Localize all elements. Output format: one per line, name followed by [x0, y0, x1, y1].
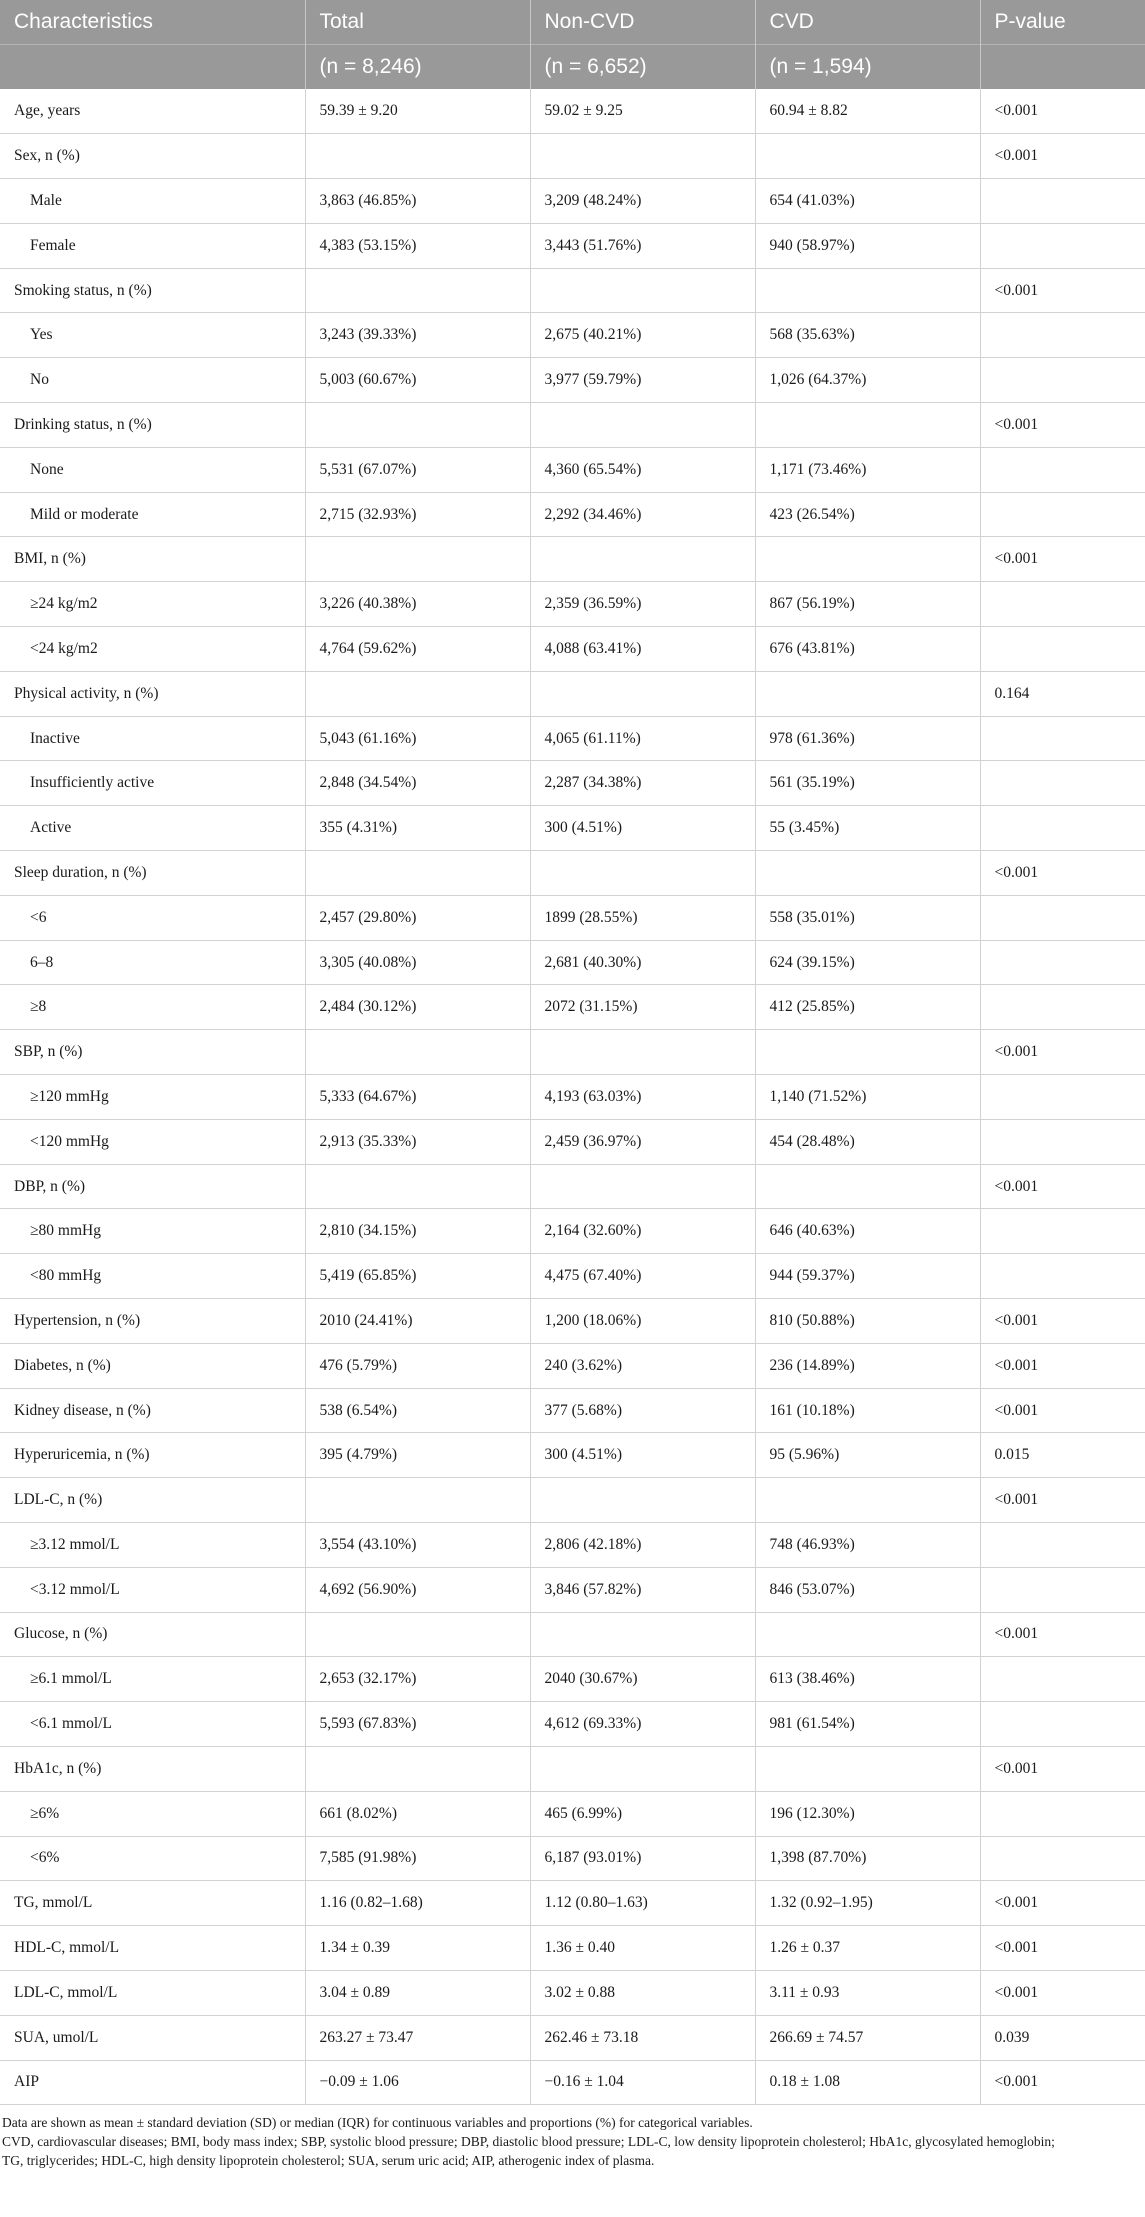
- cell-characteristic: <6.1 mmol/L: [0, 1702, 305, 1747]
- table-row: [0, 940, 1145, 985]
- cell-non-cvd: 4,475 (67.40%): [530, 1254, 755, 1299]
- cell-non-cvd: 6,187 (93.01%): [530, 1836, 755, 1881]
- table-row: [0, 1746, 1145, 1791]
- cell-total: [305, 1030, 530, 1075]
- cell-non-cvd: 240 (3.62%): [530, 1343, 755, 1388]
- header-blank: [0, 45, 305, 90]
- cell-total: [305, 851, 530, 896]
- cell-characteristic: ≥6.1 mmol/L: [0, 1657, 305, 1702]
- table-row: [0, 627, 1145, 672]
- cell-cvd: 0.18 ± 1.08: [755, 2060, 980, 2105]
- cell-characteristic: Female: [0, 223, 305, 268]
- cell-cvd: 196 (12.30%): [755, 1791, 980, 1836]
- header-non-cvd-n: (n = 6,652): [530, 45, 755, 90]
- cell-characteristic: Age, years: [0, 89, 305, 134]
- cell-cvd: [755, 403, 980, 448]
- cell-p-value: <0.001: [980, 1746, 1145, 1791]
- cell-p-value: [980, 492, 1145, 537]
- cell-p-value: <0.001: [980, 134, 1145, 179]
- header-cvd: CVD: [755, 0, 980, 45]
- table-header: [0, 0, 1145, 89]
- cell-cvd: 981 (61.54%): [755, 1702, 980, 1747]
- cell-total: [305, 1164, 530, 1209]
- cell-total: 2,484 (30.12%): [305, 985, 530, 1030]
- table-row: [0, 1209, 1145, 1254]
- table-row: [0, 134, 1145, 179]
- cell-characteristic: <80 mmHg: [0, 1254, 305, 1299]
- cell-characteristic: ≥6%: [0, 1791, 305, 1836]
- cell-characteristic: Mild or moderate: [0, 492, 305, 537]
- header-row-counts: [0, 45, 1145, 90]
- cell-cvd: 1,140 (71.52%): [755, 1075, 980, 1120]
- cell-characteristic: No: [0, 358, 305, 403]
- cell-p-value: [980, 1209, 1145, 1254]
- cell-p-value: <0.001: [980, 1343, 1145, 1388]
- cell-non-cvd: 300 (4.51%): [530, 1433, 755, 1478]
- cell-total: 59.39 ± 9.20: [305, 89, 530, 134]
- cell-characteristic: Insufficiently active: [0, 761, 305, 806]
- cell-total: [305, 268, 530, 313]
- cell-p-value: <0.001: [980, 1030, 1145, 1075]
- cell-p-value: [980, 582, 1145, 627]
- cell-cvd: [755, 1612, 980, 1657]
- cell-total: [305, 537, 530, 582]
- table-row: [0, 985, 1145, 1030]
- cell-p-value: <0.001: [980, 1164, 1145, 1209]
- cell-total: 3,305 (40.08%): [305, 940, 530, 985]
- cell-p-value: [980, 1523, 1145, 1568]
- cell-non-cvd: 1,200 (18.06%): [530, 1299, 755, 1344]
- cell-characteristic: SUA, umol/L: [0, 2015, 305, 2060]
- cell-characteristic: Active: [0, 806, 305, 851]
- cell-non-cvd: 2,675 (40.21%): [530, 313, 755, 358]
- table-row: [0, 447, 1145, 492]
- cell-total: 355 (4.31%): [305, 806, 530, 851]
- cell-characteristic: None: [0, 447, 305, 492]
- cell-non-cvd: 2040 (30.67%): [530, 1657, 755, 1702]
- cell-p-value: [980, 179, 1145, 224]
- table-row: [0, 223, 1145, 268]
- cell-cvd: 748 (46.93%): [755, 1523, 980, 1568]
- cell-total: 5,531 (67.07%): [305, 447, 530, 492]
- table-row: [0, 1299, 1145, 1344]
- cell-characteristic: ≥3.12 mmol/L: [0, 1523, 305, 1568]
- cell-p-value: <0.001: [980, 1299, 1145, 1344]
- cell-characteristic: <3.12 mmol/L: [0, 1567, 305, 1612]
- cell-p-value: [980, 985, 1145, 1030]
- cell-p-value: [980, 358, 1145, 403]
- cell-non-cvd: [530, 537, 755, 582]
- cell-cvd: 236 (14.89%): [755, 1343, 980, 1388]
- table-row: [0, 1970, 1145, 2015]
- cell-total: 661 (8.02%): [305, 1791, 530, 1836]
- cell-non-cvd: 2,459 (36.97%): [530, 1119, 755, 1164]
- cell-total: 3.04 ± 0.89: [305, 1970, 530, 2015]
- cell-cvd: 412 (25.85%): [755, 985, 980, 1030]
- cell-cvd: 1.32 (0.92–1.95): [755, 1881, 980, 1926]
- cell-cvd: 1,171 (73.46%): [755, 447, 980, 492]
- cell-cvd: [755, 537, 980, 582]
- cell-characteristic: ≥8: [0, 985, 305, 1030]
- cell-p-value: [980, 447, 1145, 492]
- cell-total: 3,863 (46.85%): [305, 179, 530, 224]
- cell-characteristic: TG, mmol/L: [0, 1881, 305, 1926]
- cell-cvd: 266.69 ± 74.57: [755, 2015, 980, 2060]
- table-row: [0, 716, 1145, 761]
- cell-cvd: 867 (56.19%): [755, 582, 980, 627]
- cell-characteristic: Diabetes, n (%): [0, 1343, 305, 1388]
- table-row: [0, 761, 1145, 806]
- cell-total: [305, 134, 530, 179]
- header-p-value: P-value: [980, 0, 1145, 45]
- table-row: [0, 179, 1145, 224]
- cell-characteristic: Inactive: [0, 716, 305, 761]
- cell-characteristic: Hypertension, n (%): [0, 1299, 305, 1344]
- cell-total: 2,653 (32.17%): [305, 1657, 530, 1702]
- cell-cvd: [755, 134, 980, 179]
- table-row: [0, 1478, 1145, 1523]
- footnote-line: CVD, cardiovascular diseases; BMI, body mass index; SBP, systolic blood pressure; DBP, diastolic blood pressure; LDL-C, low density lipoprotein cholesterol; HbA1c, glycosylated hemoglobin;: [2, 2134, 1055, 2150]
- cell-non-cvd: [530, 134, 755, 179]
- cell-p-value: <0.001: [980, 1478, 1145, 1523]
- cell-cvd: 3.11 ± 0.93: [755, 1970, 980, 2015]
- cell-characteristic: Physical activity, n (%): [0, 671, 305, 716]
- table-row: [0, 1254, 1145, 1299]
- cell-total: 4,764 (59.62%): [305, 627, 530, 672]
- cell-total: 2,457 (29.80%): [305, 895, 530, 940]
- cell-cvd: 1,026 (64.37%): [755, 358, 980, 403]
- cell-non-cvd: [530, 1030, 755, 1075]
- cell-cvd: 978 (61.36%): [755, 716, 980, 761]
- cell-non-cvd: 377 (5.68%): [530, 1388, 755, 1433]
- cell-p-value: <0.001: [980, 89, 1145, 134]
- cell-cvd: 55 (3.45%): [755, 806, 980, 851]
- header-characteristics: Characteristics: [0, 0, 305, 45]
- cell-non-cvd: 2,292 (34.46%): [530, 492, 755, 537]
- table-row: [0, 1567, 1145, 1612]
- header-total-n: (n = 8,246): [305, 45, 530, 90]
- cell-p-value: <0.001: [980, 268, 1145, 313]
- cell-total: 395 (4.79%): [305, 1433, 530, 1478]
- cell-cvd: 568 (35.63%): [755, 313, 980, 358]
- table-row: [0, 1791, 1145, 1836]
- cell-p-value: [980, 1791, 1145, 1836]
- header-non-cvd: Non-CVD: [530, 0, 755, 45]
- cell-non-cvd: 2,806 (42.18%): [530, 1523, 755, 1568]
- cell-cvd: [755, 1478, 980, 1523]
- cell-total: 538 (6.54%): [305, 1388, 530, 1433]
- cell-p-value: [980, 1075, 1145, 1120]
- cell-p-value: [980, 940, 1145, 985]
- cell-total: 1.16 (0.82–1.68): [305, 1881, 530, 1926]
- cell-non-cvd: [530, 403, 755, 448]
- cell-cvd: 646 (40.63%): [755, 1209, 980, 1254]
- cell-p-value: 0.015: [980, 1433, 1145, 1478]
- cell-non-cvd: [530, 1746, 755, 1791]
- cell-total: 3,226 (40.38%): [305, 582, 530, 627]
- cell-p-value: [980, 1836, 1145, 1881]
- footnote-line: Data are shown as mean ± standard deviation (SD) or median (IQR) for continuous variables and proportions (%) for categorical variables.: [2, 2115, 753, 2131]
- cell-characteristic: HDL-C, mmol/L: [0, 1926, 305, 1971]
- cell-p-value: [980, 895, 1145, 940]
- cell-p-value: <0.001: [980, 1970, 1145, 2015]
- cell-p-value: [980, 716, 1145, 761]
- cell-total: 5,419 (65.85%): [305, 1254, 530, 1299]
- cell-non-cvd: 1899 (28.55%): [530, 895, 755, 940]
- cell-p-value: [980, 627, 1145, 672]
- cell-characteristic: Smoking status, n (%): [0, 268, 305, 313]
- cell-characteristic: AIP: [0, 2060, 305, 2105]
- cell-non-cvd: 1.12 (0.80–1.63): [530, 1881, 755, 1926]
- cell-p-value: [980, 1119, 1145, 1164]
- cell-cvd: 846 (53.07%): [755, 1567, 980, 1612]
- table-row: [0, 1836, 1145, 1881]
- table-row: [0, 851, 1145, 896]
- table-row: [0, 1075, 1145, 1120]
- cell-total: [305, 1746, 530, 1791]
- cell-non-cvd: 2072 (31.15%): [530, 985, 755, 1030]
- cell-non-cvd: 262.46 ± 73.18: [530, 2015, 755, 2060]
- cell-p-value: <0.001: [980, 403, 1145, 448]
- cell-characteristic: ≥80 mmHg: [0, 1209, 305, 1254]
- cell-total: 4,692 (56.90%): [305, 1567, 530, 1612]
- table-row: [0, 1657, 1145, 1702]
- table-row: [0, 1612, 1145, 1657]
- cell-cvd: 558 (35.01%): [755, 895, 980, 940]
- cell-p-value: <0.001: [980, 851, 1145, 896]
- cell-p-value: <0.001: [980, 2060, 1145, 2105]
- cell-total: 263.27 ± 73.47: [305, 2015, 530, 2060]
- cell-p-value: <0.001: [980, 1388, 1145, 1433]
- cell-characteristic: Male: [0, 179, 305, 224]
- cell-non-cvd: 59.02 ± 9.25: [530, 89, 755, 134]
- cell-cvd: 161 (10.18%): [755, 1388, 980, 1433]
- cell-characteristic: Glucose, n (%): [0, 1612, 305, 1657]
- cell-non-cvd: [530, 851, 755, 896]
- cell-characteristic: HbA1c, n (%): [0, 1746, 305, 1791]
- cell-non-cvd: 4,088 (63.41%): [530, 627, 755, 672]
- cell-cvd: 944 (59.37%): [755, 1254, 980, 1299]
- cell-cvd: [755, 268, 980, 313]
- cell-characteristic: DBP, n (%): [0, 1164, 305, 1209]
- cell-characteristic: <120 mmHg: [0, 1119, 305, 1164]
- cell-characteristic: <24 kg/m2: [0, 627, 305, 672]
- cell-non-cvd: 3,977 (59.79%): [530, 358, 755, 403]
- table-row: [0, 2060, 1145, 2105]
- table-row: [0, 268, 1145, 313]
- cell-non-cvd: 465 (6.99%): [530, 1791, 755, 1836]
- cell-characteristic: LDL-C, n (%): [0, 1478, 305, 1523]
- cell-total: 3,243 (39.33%): [305, 313, 530, 358]
- cell-non-cvd: 3,846 (57.82%): [530, 1567, 755, 1612]
- cell-cvd: 613 (38.46%): [755, 1657, 980, 1702]
- cell-non-cvd: 2,287 (34.38%): [530, 761, 755, 806]
- table-row: [0, 492, 1145, 537]
- cell-cvd: 561 (35.19%): [755, 761, 980, 806]
- header-row-labels: [0, 0, 1145, 45]
- cell-non-cvd: [530, 671, 755, 716]
- cell-cvd: [755, 851, 980, 896]
- table-row: [0, 806, 1145, 851]
- table-row: [0, 1164, 1145, 1209]
- cell-cvd: 423 (26.54%): [755, 492, 980, 537]
- cell-non-cvd: −0.16 ± 1.04: [530, 2060, 755, 2105]
- table-row: [0, 2015, 1145, 2060]
- cell-total: 2,715 (32.93%): [305, 492, 530, 537]
- cell-total: 5,043 (61.16%): [305, 716, 530, 761]
- cell-cvd: 1,398 (87.70%): [755, 1836, 980, 1881]
- cell-cvd: [755, 1746, 980, 1791]
- header-cvd-n: (n = 1,594): [755, 45, 980, 90]
- cell-cvd: [755, 1164, 980, 1209]
- cell-cvd: 676 (43.81%): [755, 627, 980, 672]
- cell-cvd: 60.94 ± 8.82: [755, 89, 980, 134]
- table-row: [0, 1343, 1145, 1388]
- table-row: [0, 895, 1145, 940]
- cell-characteristic: Kidney disease, n (%): [0, 1388, 305, 1433]
- cell-non-cvd: 2,164 (32.60%): [530, 1209, 755, 1254]
- cell-characteristic: Yes: [0, 313, 305, 358]
- cell-characteristic: Hyperuricemia, n (%): [0, 1433, 305, 1478]
- cell-non-cvd: 4,193 (63.03%): [530, 1075, 755, 1120]
- cell-non-cvd: 4,612 (69.33%): [530, 1702, 755, 1747]
- cell-total: 5,333 (64.67%): [305, 1075, 530, 1120]
- table-row: [0, 89, 1145, 134]
- cell-p-value: [980, 1254, 1145, 1299]
- cell-total: [305, 1612, 530, 1657]
- cell-non-cvd: 4,360 (65.54%): [530, 447, 755, 492]
- cell-characteristic: LDL-C, mmol/L: [0, 1970, 305, 2015]
- table-row: [0, 313, 1145, 358]
- cell-characteristic: ≥120 mmHg: [0, 1075, 305, 1120]
- cell-p-value: <0.001: [980, 1612, 1145, 1657]
- table-row: [0, 1388, 1145, 1433]
- table-row: [0, 537, 1145, 582]
- table-body: [0, 89, 1145, 2105]
- header-p-value-blank: [980, 45, 1145, 90]
- cell-non-cvd: 3,209 (48.24%): [530, 179, 755, 224]
- cell-p-value: [980, 1567, 1145, 1612]
- cell-total: −0.09 ± 1.06: [305, 2060, 530, 2105]
- cell-non-cvd: 300 (4.51%): [530, 806, 755, 851]
- cell-p-value: 0.164: [980, 671, 1145, 716]
- cell-characteristic: <6: [0, 895, 305, 940]
- table-row: [0, 1926, 1145, 1971]
- table-row: [0, 1702, 1145, 1747]
- cell-non-cvd: 3,443 (51.76%): [530, 223, 755, 268]
- cell-characteristic: ≥24 kg/m2: [0, 582, 305, 627]
- cell-p-value: <0.001: [980, 1881, 1145, 1926]
- cell-p-value: [980, 313, 1145, 358]
- cell-total: 476 (5.79%): [305, 1343, 530, 1388]
- cell-total: 2,848 (34.54%): [305, 761, 530, 806]
- cell-characteristic: <6%: [0, 1836, 305, 1881]
- cell-total: [305, 671, 530, 716]
- table-row: [0, 1881, 1145, 1926]
- cell-cvd: 940 (58.97%): [755, 223, 980, 268]
- cell-p-value: [980, 1657, 1145, 1702]
- cell-cvd: 1.26 ± 0.37: [755, 1926, 980, 1971]
- cell-non-cvd: 3.02 ± 0.88: [530, 1970, 755, 2015]
- cell-cvd: 810 (50.88%): [755, 1299, 980, 1344]
- cell-cvd: [755, 671, 980, 716]
- table-row: [0, 1119, 1145, 1164]
- cell-total: 2,913 (35.33%): [305, 1119, 530, 1164]
- cell-total: [305, 1478, 530, 1523]
- cell-total: 5,003 (60.67%): [305, 358, 530, 403]
- footnote-line: TG, triglycerides; HDL-C, high density lipoprotein cholesterol; SUA, serum uric acid; AIP, atherogenic index of plasma.: [2, 2153, 655, 2169]
- cell-total: 2010 (24.41%): [305, 1299, 530, 1344]
- table-row: [0, 1030, 1145, 1075]
- table-row: [0, 582, 1145, 627]
- table-row: [0, 358, 1145, 403]
- cell-total: [305, 403, 530, 448]
- cell-p-value: [980, 761, 1145, 806]
- cell-non-cvd: 1.36 ± 0.40: [530, 1926, 755, 1971]
- cell-cvd: 95 (5.96%): [755, 1433, 980, 1478]
- cell-characteristic: Sleep duration, n (%): [0, 851, 305, 896]
- cell-non-cvd: 4,065 (61.11%): [530, 716, 755, 761]
- cell-p-value: 0.039: [980, 2015, 1145, 2060]
- cell-p-value: [980, 223, 1145, 268]
- cell-total: 7,585 (91.98%): [305, 1836, 530, 1881]
- cell-non-cvd: [530, 268, 755, 313]
- cell-total: 4,383 (53.15%): [305, 223, 530, 268]
- cell-characteristic: Drinking status, n (%): [0, 403, 305, 448]
- cell-characteristic: Sex, n (%): [0, 134, 305, 179]
- cell-characteristic: 6–8: [0, 940, 305, 985]
- cell-characteristic: SBP, n (%): [0, 1030, 305, 1075]
- cell-non-cvd: 2,681 (40.30%): [530, 940, 755, 985]
- cell-total: 5,593 (67.83%): [305, 1702, 530, 1747]
- cell-total: 1.34 ± 0.39: [305, 1926, 530, 1971]
- cell-cvd: 454 (28.48%): [755, 1119, 980, 1164]
- table-row: [0, 1433, 1145, 1478]
- table-footnotes: [0, 2105, 1145, 2170]
- cell-total: 3,554 (43.10%): [305, 1523, 530, 1568]
- cell-total: 2,810 (34.15%): [305, 1209, 530, 1254]
- cell-cvd: 624 (39.15%): [755, 940, 980, 985]
- table-row: [0, 403, 1145, 448]
- header-total: Total: [305, 0, 530, 45]
- cell-p-value: [980, 1702, 1145, 1747]
- cell-cvd: 654 (41.03%): [755, 179, 980, 224]
- table-row: [0, 671, 1145, 716]
- cell-non-cvd: [530, 1612, 755, 1657]
- cell-p-value: <0.001: [980, 1926, 1145, 1971]
- cell-cvd: [755, 1030, 980, 1075]
- cell-non-cvd: [530, 1164, 755, 1209]
- cell-p-value: <0.001: [980, 537, 1145, 582]
- table-row: [0, 1523, 1145, 1568]
- cell-non-cvd: [530, 1478, 755, 1523]
- cell-non-cvd: 2,359 (36.59%): [530, 582, 755, 627]
- cell-characteristic: BMI, n (%): [0, 537, 305, 582]
- cell-p-value: [980, 806, 1145, 851]
